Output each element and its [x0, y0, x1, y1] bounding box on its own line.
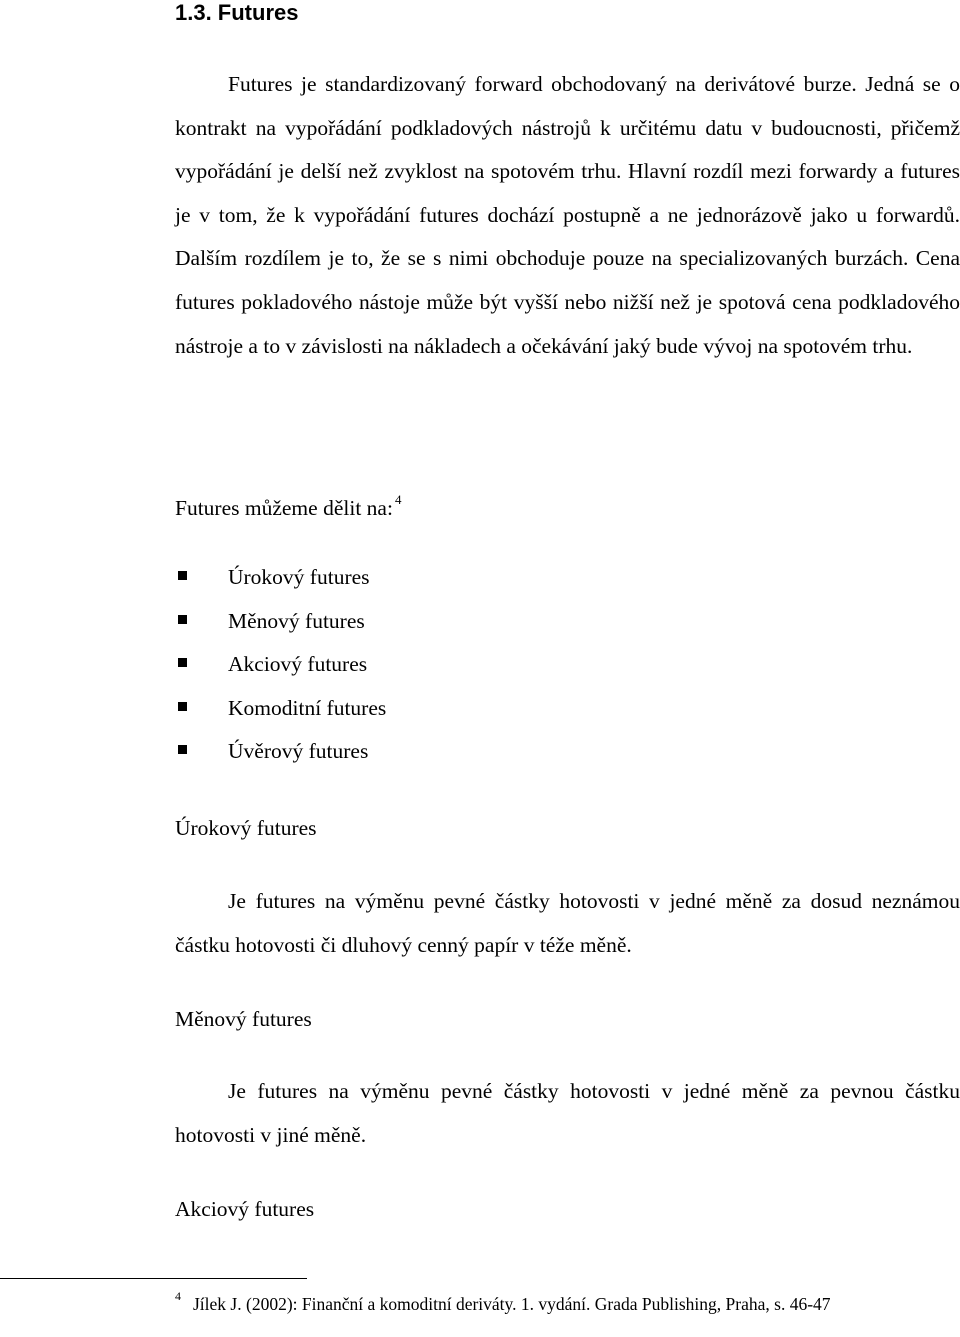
footnote-separator [0, 1278, 307, 1279]
list-item-label: Úrokový futures [228, 565, 370, 589]
square-bullet-icon [178, 571, 187, 580]
footnote-text: Jílek J. (2002): Finanční a komoditní deriváty. 1. vydání. Grada Publishing, Praha, s. 46-47 [193, 1294, 831, 1314]
section-heading: 1.3. Futures [175, 0, 299, 25]
list-item-label: Akciový futures [228, 652, 368, 677]
subsection-title-menovy: Měnový futures [175, 1007, 312, 1031]
square-bullet-icon [178, 615, 187, 624]
footnote-number: 4 [175, 1289, 181, 1303]
footnote-reference: 4 [394, 492, 402, 507]
subsection-text-urokovy: Je futures na výměnu pevné částky hotovosti v jedné měně za dosud neznámou částku hotovosti či dluhový cenný papír v téže měně. [175, 889, 960, 957]
division-label-line [175, 494, 401, 522]
square-bullet-icon [178, 658, 187, 667]
subsection-title-urokovy: Úrokový futures [175, 816, 317, 840]
intro-paragraph: Futures je standardizovaný forward obchodovaný na derivátové burze. Jedná se o kontrakt na vypořádání podkladových nástrojů k určitému datu v budoucnosti, přičemž vypořádání je delší než zvyklost na spotovém trhu. Hlavní rozdíl mezi forwardy a futures je v tom, že k vypořádání futures dochází postupně a ne jednorázově jako u forwardů. Dalším rozdílem je to, že se s nimi obchoduje pouze na specializovaných burzách. Cena futures pokladového nástoje může být vyšší nebo nižší než je spotová cena podkladového nástroje a to v závislosti na nákladech a očekávání jaký bude vývoj na spotovém trhu. [175, 72, 960, 358]
square-bullet-icon [178, 702, 187, 711]
list-item-label: Úvěrový futures [228, 739, 369, 764]
subsection-title-akciovy: Akciový futures [175, 1197, 315, 1221]
list-item-label: Měnový futures [228, 608, 365, 633]
list-item-label: Komoditní futures [228, 695, 387, 720]
square-bullet-icon [178, 745, 187, 754]
subsection-text-menovy: Je futures na výměnu pevné částky hotovosti v jedné měně za pevnou částku hotovosti v jiné měně. [175, 1079, 960, 1147]
division-label: Futures můžeme dělit na: [175, 496, 393, 520]
